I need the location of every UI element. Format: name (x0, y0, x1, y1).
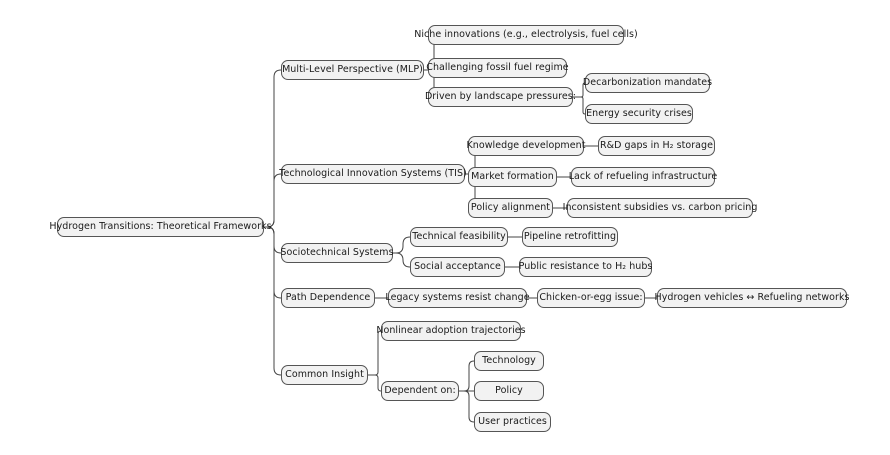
mindmap-node-mlp3: Driven by landscape pressures: (428, 87, 573, 107)
mindmap-root-node: Hydrogen Transitions: Theoretical Frameworks (57, 217, 264, 237)
mindmap-node-ci2a: Technology (474, 351, 544, 371)
mindmap-node-sts1a: Pipeline retrofitting (522, 227, 618, 247)
edge-ci2-to-ci2a (459, 361, 474, 391)
mindmap-node-pd: Path Dependence (281, 288, 375, 308)
mindmap-node-ci1: Nonlinear adoption trajectories (381, 321, 521, 341)
mindmap-node-ci2b: Policy (474, 381, 544, 401)
mindmap-node-ci: Common Insight (281, 365, 368, 385)
mindmap-node-sts: Sociotechnical Systems (281, 243, 393, 263)
mindmap-node-mlp2: Challenging fossil fuel regime (428, 58, 567, 78)
edge-ci2-to-ci2c (459, 391, 474, 422)
edge-root-to-mlp (264, 70, 281, 227)
mindmap-node-mlp1: Niche innovations (e.g., electrolysis, fuel cells) (428, 25, 624, 45)
mindmap-node-mlp: Multi-Level Perspective (MLP) (281, 60, 424, 80)
mindmap-node-pd1b: Hydrogen vehicles ↔ Refueling networks (657, 288, 847, 308)
edge-root-to-ci (264, 227, 281, 375)
mindmap-node-sts2a: Public resistance to H₂ hubs (519, 257, 652, 277)
mindmap-node-pd1a: Chicken-or-egg issue: (537, 288, 645, 308)
mindmap-node-tis3: Policy alignment (468, 198, 553, 218)
mindmap-node-tis1: Knowledge development (468, 136, 584, 156)
mindmap-node-ci2c: User practices (474, 412, 551, 432)
mindmap-node-pd1: Legacy systems resist change (388, 288, 527, 308)
mindmap-node-mlp3a: Decarbonization mandates (585, 73, 710, 93)
mindmap-node-ci2: Dependent on: (381, 381, 459, 401)
edge-ci-to-ci1 (368, 331, 381, 375)
edge-root-to-pd (264, 227, 281, 298)
mindmap-node-tis1a: R&D gaps in H₂ storage (598, 136, 715, 156)
edge-sts-to-sts1 (393, 237, 410, 253)
mindmap-node-mlp3b: Energy security crises (585, 104, 693, 124)
edge-sts-to-sts2 (393, 253, 410, 267)
mindmap-node-sts2: Social acceptance (410, 257, 505, 277)
mindmap-node-tis2a: Lack of refueling infrastructure (571, 167, 715, 187)
mindmap-node-tis2: Market formation (468, 167, 557, 187)
mindmap-node-tis3a: Inconsistent subsidies vs. carbon pricing (567, 198, 753, 218)
edge-root-to-tis (264, 174, 281, 227)
edge-ci-to-ci2 (368, 375, 381, 391)
mindmap-node-sts1: Technical feasibility (410, 227, 508, 247)
mindmap-node-tis: Technological Innovation Systems (TIS) (281, 164, 465, 184)
